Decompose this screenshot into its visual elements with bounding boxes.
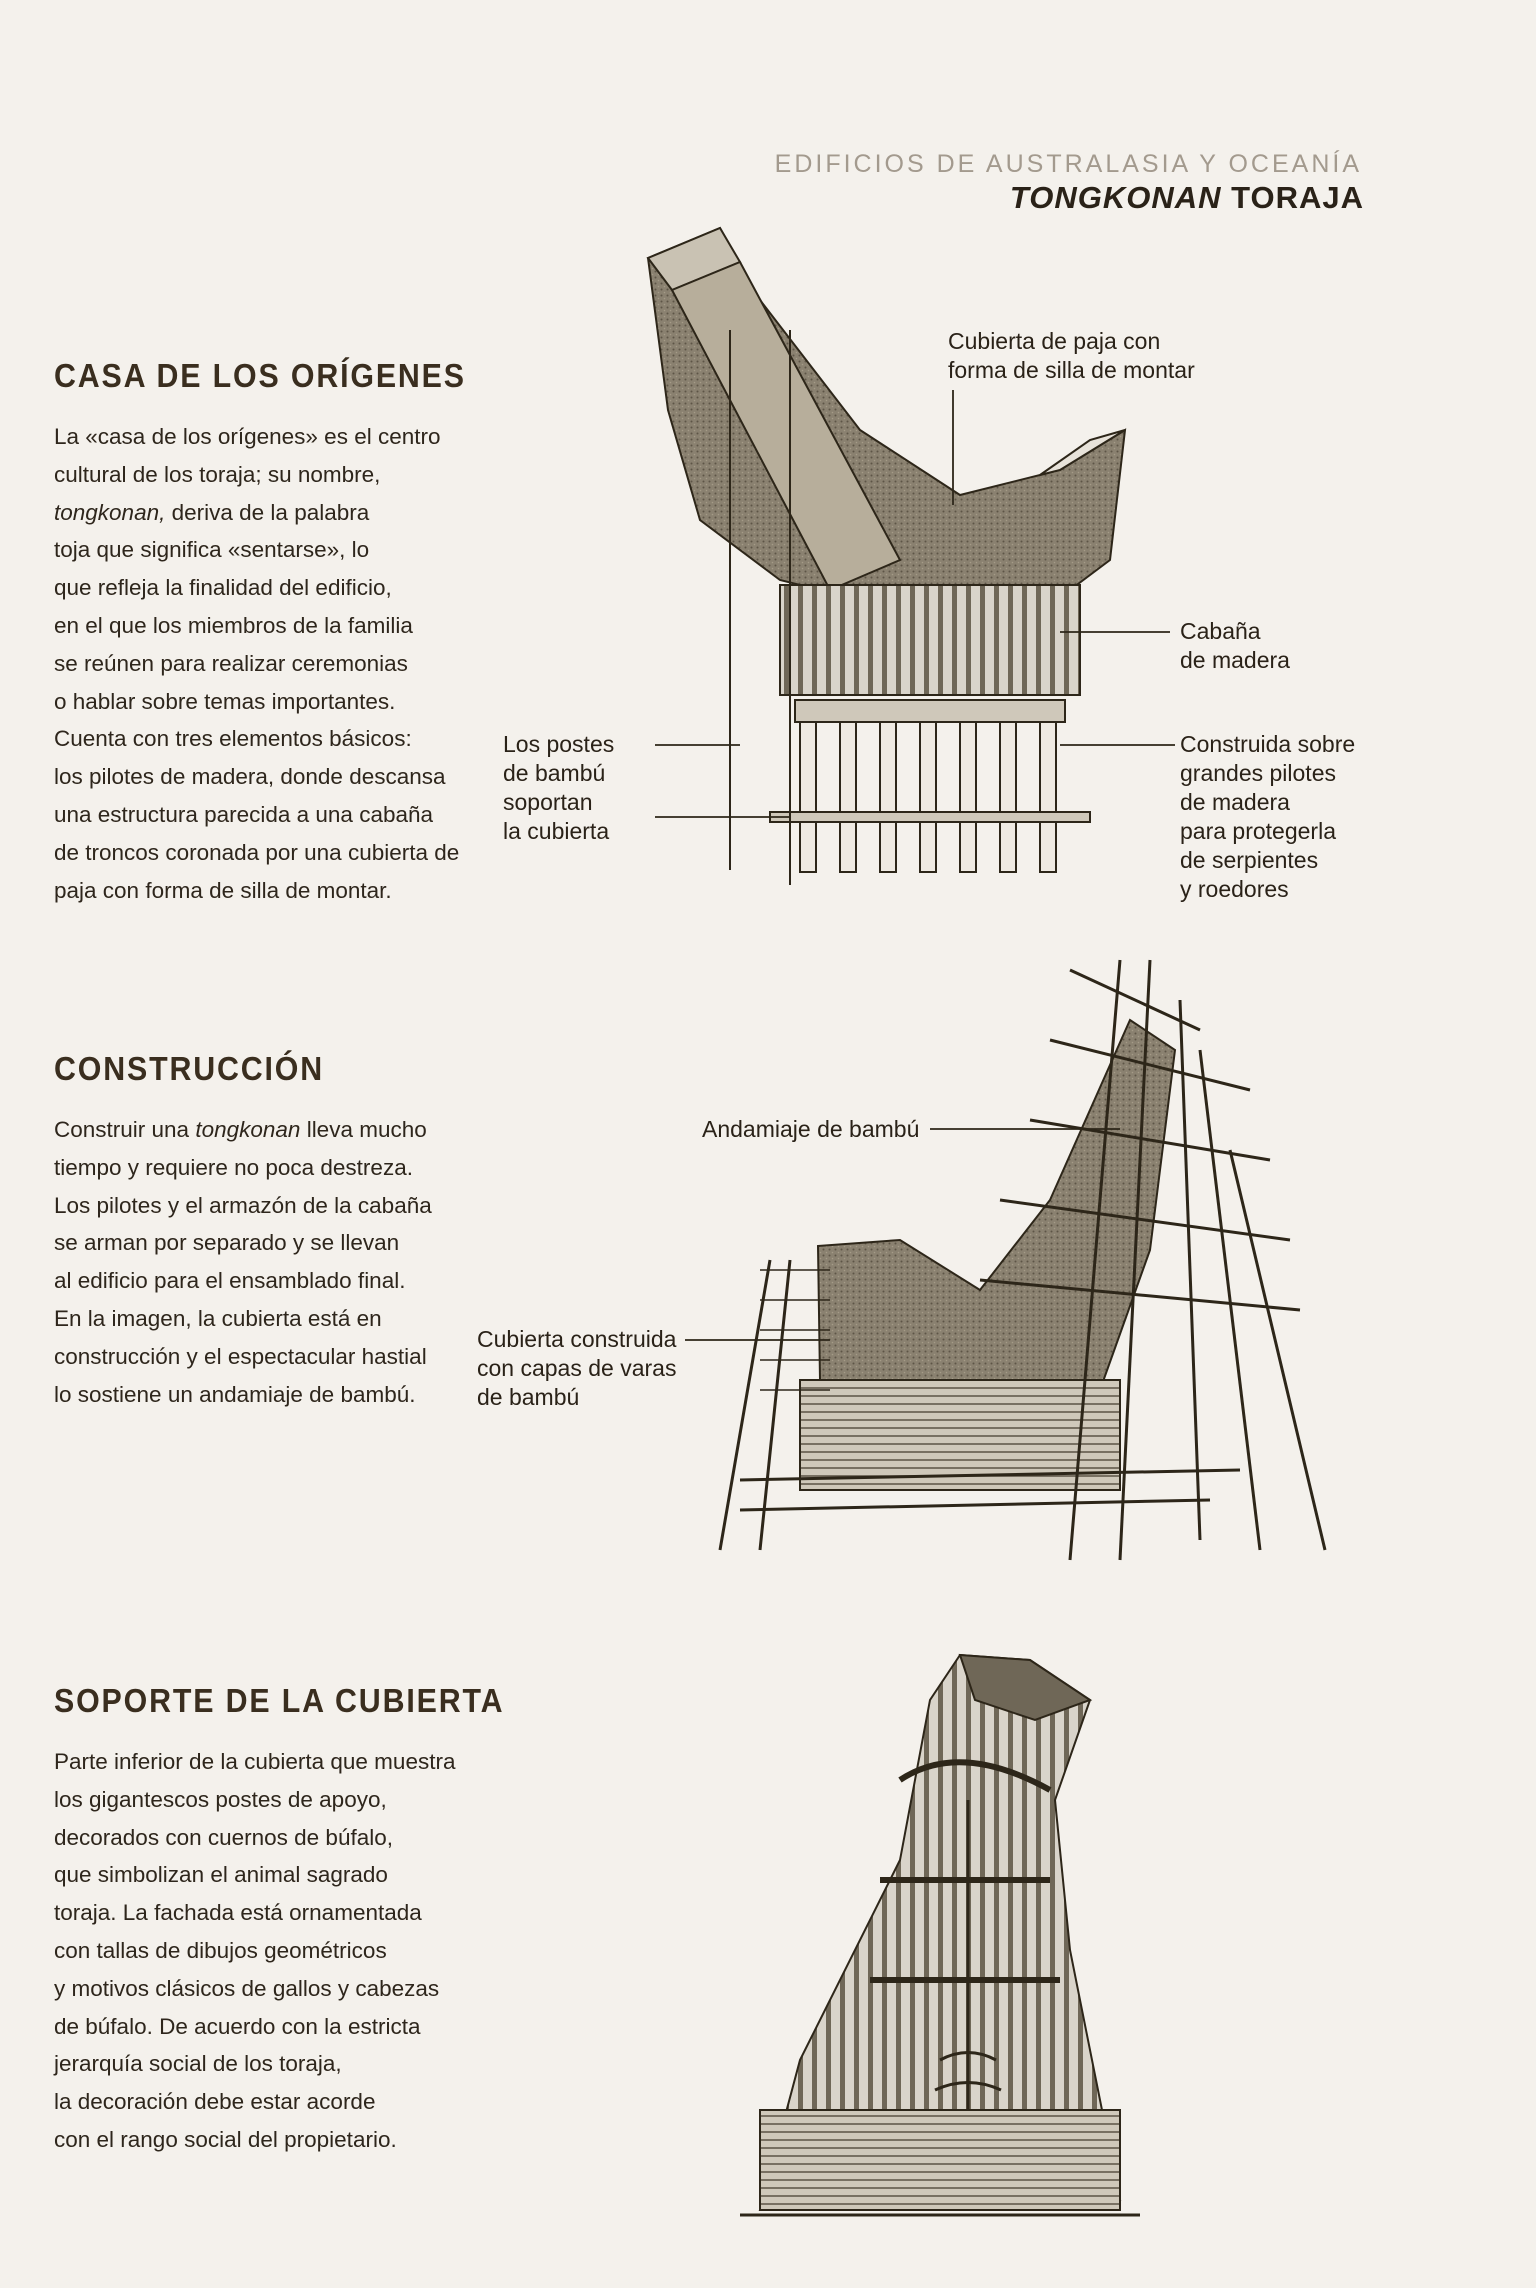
text-line: una estructura parecida a una cabaña <box>54 801 434 827</box>
section-title-construction: CONSTRUCCIÓN <box>54 1050 325 1087</box>
section-title-origins: CASA DE LOS ORÍGENES <box>54 357 466 394</box>
label-scaffolding: Andamiaje de bambú <box>702 1116 920 1142</box>
text-line: con el rango social del propietario. <box>54 2126 397 2152</box>
italic-term: tongkonan, <box>54 499 166 525</box>
text-line: los gigantescos postes de apoyo, <box>54 1786 387 1812</box>
label-roof-layers: Cubierta construida con capas de varas de bambú <box>477 1326 677 1410</box>
text-line: Los pilotes y el armazón de la cabaña <box>54 1192 432 1218</box>
header-title-rest: TORAJA <box>1221 180 1364 215</box>
text-line: los pilotes de madera, donde descansa <box>54 764 446 790</box>
text-line: con tallas de dibujos geométricos <box>54 1937 387 1963</box>
label-cabin: Cabaña de madera <box>1180 618 1290 673</box>
text-line: tongkonan, deriva de la palabra <box>54 499 370 525</box>
text-line: toraja. La fachada está ornamentada <box>54 1900 422 1926</box>
text-line: y motivos clásicos de gallos y cabezas <box>54 1975 440 2001</box>
text-line: que refleja la finalidad del edificio, <box>54 575 392 601</box>
text-line: Parte inferior de la cubierta que muestra <box>54 1749 456 1774</box>
running-header-category: EDIFICIOS DE AUSTRALASIA Y OCEANÍA <box>774 150 1362 178</box>
label-bamboo-posts: Los postes de bambú soportan la cubierta <box>503 731 615 844</box>
text-line: cultural de los toraja; su nombre, <box>54 461 381 487</box>
text-line: toja que significa «sentarse», lo <box>54 537 370 563</box>
text-line: paja con forma de silla de montar. <box>54 877 392 903</box>
text-line: en el que los miembros de la familia <box>54 612 413 638</box>
italic-term: tongkonan <box>195 1117 301 1142</box>
label-wooden-piles: Construida sobre grandes pilotes de madera para protegerla de serpientes y roedores <box>1180 731 1356 902</box>
text-line: de búfalo. De acuerdo con la estricta <box>54 2013 421 2039</box>
text-line: Cuenta con tres elementos básicos: <box>54 726 412 752</box>
text-line: En la imagen, la cubierta está en <box>54 1305 382 1331</box>
text-line: se arman por separado y se llevan <box>54 1230 400 1256</box>
text-line: de troncos coronada por una cubierta de <box>54 839 460 865</box>
text-line: construcción y el espectacular hastial <box>54 1343 427 1369</box>
text-line: Construir una tongkonan lleva mucho <box>54 1117 427 1142</box>
text-line: se reúnen para realizar ceremonias <box>54 650 408 676</box>
house-illustration-roof-support <box>740 1655 1140 2215</box>
text-line: al edificio para el ensamblado final. <box>54 1268 406 1294</box>
label-roof: Cubierta de paja con forma de silla de montar <box>948 328 1195 383</box>
text-line: o hablar sobre temas importantes. <box>54 688 396 714</box>
section-title-roof-support: SOPORTE DE LA CUBIERTA <box>54 1682 505 1719</box>
text-line: jerarquía social de los toraja, <box>54 2051 342 2077</box>
text-line: la decoración debe estar acorde <box>54 2089 376 2115</box>
text-line: que simbolizan el animal sagrado <box>54 1862 388 1888</box>
house-illustration-construction <box>720 960 1325 1560</box>
text-line: lo sostiene un andamiaje de bambú. <box>54 1381 416 1407</box>
text-line: La «casa de los orígenes» es el centro <box>54 424 441 449</box>
header-title-italic: TONGKONAN <box>1009 180 1222 215</box>
text-line: tiempo y requiere no poca destreza. <box>54 1154 413 1180</box>
text-line: decorados con cuernos de búfalo, <box>54 1824 393 1850</box>
